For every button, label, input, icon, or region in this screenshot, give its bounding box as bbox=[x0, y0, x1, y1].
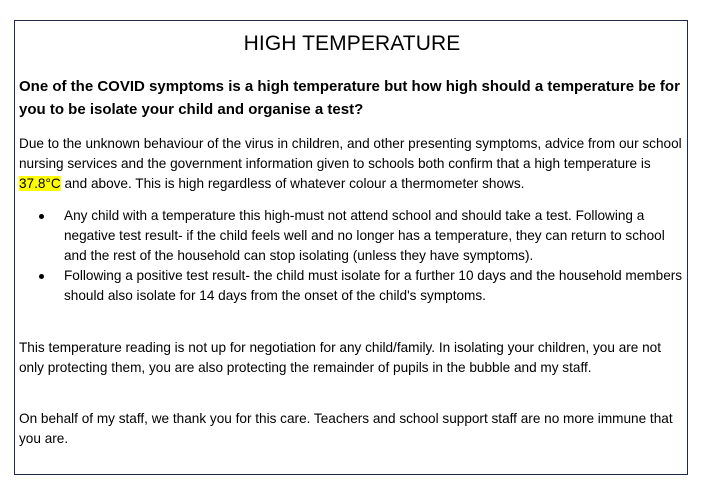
bullet-item-negative-test bbox=[19, 206, 687, 266]
bullet-icon bbox=[39, 214, 44, 219]
intro-text-after: and above. This is high regardless of whatever colour a thermometer shows. bbox=[60, 176, 525, 191]
intro-paragraph bbox=[19, 134, 685, 194]
bullet-text: Any child with a temperature this high-must not attend school and should take a test. Following a negative test result- if the child feels well and no longer has a temperature, they can return to school and the rest of the household can stop isolating (unless they have symptoms). bbox=[64, 208, 665, 263]
bullet-text: Following a positive test result- the child must isolate for a further 10 days and the household members should also isolate for 14 days from the onset of the child's symptoms. bbox=[64, 268, 683, 303]
bullet-list bbox=[19, 206, 687, 306]
thanks-paragraph: On behalf of my staff, we thank you for this care. Teachers and school support staff are no more immune that you are. bbox=[19, 411, 673, 446]
negotiation-paragraph: This temperature reading is not up for negotiation for any child/family. In isolating your children, you are not only protecting them, you are also protecting the remainder of pupils in the bubble and my staff. bbox=[19, 340, 662, 375]
bullet-item-positive-test bbox=[19, 266, 687, 306]
document-title: HIGH TEMPERATURE bbox=[243, 32, 461, 55]
highlighted-temperature: 37.8°C bbox=[19, 176, 61, 191]
intro-text-before: Due to the unknown behaviour of the virus in children, and other presenting symptoms, advice from our school nursing services and the government information given to schools both confirm that a high temperature is bbox=[19, 136, 682, 171]
bullet-icon bbox=[39, 274, 44, 279]
question-heading: One of the COVID symptoms is a high temperature but how high should a temperature be for you to be isolate your child and organise a test? bbox=[19, 78, 680, 118]
